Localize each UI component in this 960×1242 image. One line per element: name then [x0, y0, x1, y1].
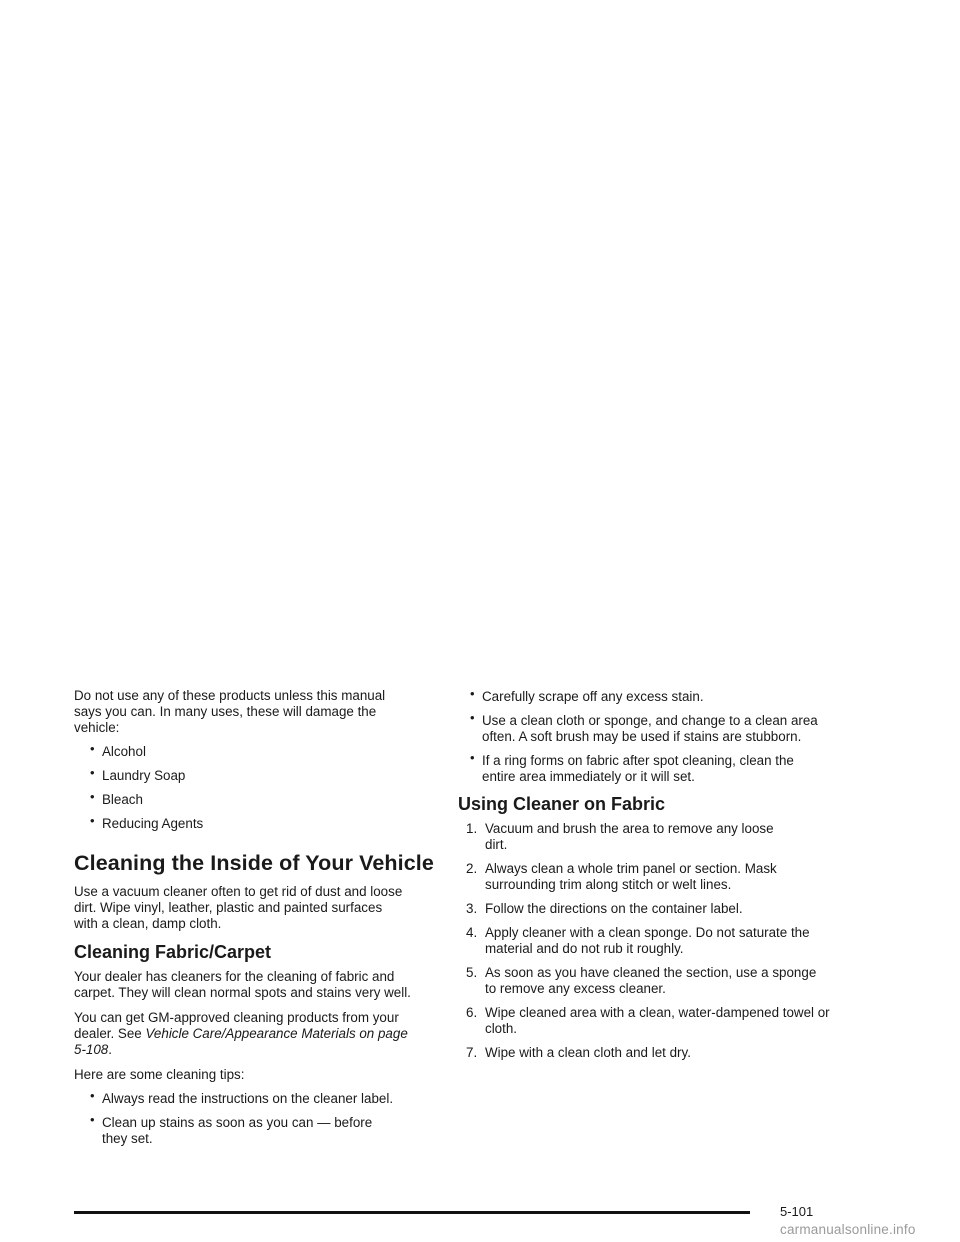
list-item: 1. Vacuum and brush the area to remove any loose dirt.	[466, 821, 774, 852]
list-item: 7. Wipe with a clean cloth and let dry.	[466, 1045, 691, 1060]
page-number: 5-101	[780, 1204, 814, 1219]
tips-list	[74, 1088, 434, 1147]
list-item: 5. As soon as you have cleaned the section, use a sponge to remove any excess cleaner.	[466, 965, 817, 996]
list-item: • Laundry Soap	[90, 765, 186, 783]
gm-paragraph: You can get GM-approved cleaning products from your dealer. See Vehicle Care/Appearance Materials on page 5-108.	[74, 1010, 408, 1057]
bullet-icon: •	[470, 750, 475, 765]
list-item: • Carefully scrape off any excess stain.	[470, 686, 704, 704]
list-item: 2. Always clean a whole trim panel or section. Mask surrounding trim along stitch or welt lines.	[466, 861, 777, 892]
list-item: • Use a clean cloth or sponge, and change to a clean area often. A soft brush may be used if stains are stubborn.	[470, 710, 818, 744]
bullet-icon: •	[90, 765, 95, 780]
intro-paragraph: Do not use any of these products unless this manual says you can. In many uses, these will damage the vehicle:	[74, 688, 386, 735]
bullet-icon: •	[470, 710, 475, 725]
footer-rule	[74, 1211, 750, 1214]
bullet-icon: •	[90, 813, 95, 828]
tips-list-continued	[458, 686, 828, 785]
products-list	[74, 741, 434, 832]
heading-cleaning-inside: Cleaning the Inside of Your Vehicle	[74, 851, 434, 875]
fabric-paragraph: Your dealer has cleaners for the cleaning of fabric and carpet. They will clean normal spots and stains very well.	[74, 969, 411, 1000]
right-column	[458, 681, 828, 1069]
vehicle-care-link[interactable]: Vehicle Care/Appearance Materials on page 5-108	[74, 1026, 408, 1057]
list-item: • Always read the instructions on the cleaner label.	[90, 1088, 394, 1106]
bullet-icon: •	[90, 1112, 95, 1127]
left-column	[74, 688, 434, 1147]
list-item: • Bleach	[90, 789, 143, 807]
bullet-icon: •	[90, 1088, 95, 1103]
list-item: • If a ring forms on fabric after spot cleaning, clean the entire area immediately or it will set.	[470, 750, 794, 784]
bullet-icon: •	[90, 789, 95, 804]
list-item: 4. Apply cleaner with a clean sponge. Do not saturate the material and do not rub it roughly.	[466, 925, 810, 956]
bullet-icon: •	[470, 686, 475, 701]
bullet-icon: •	[90, 741, 95, 756]
inside-paragraph: Use a vacuum cleaner often to get rid of dust and loose dirt. Wipe vinyl, leather, plastic and painted surfaces with a clean, damp cloth.	[74, 884, 403, 931]
list-item: 3. Follow the directions on the container label.	[466, 901, 743, 916]
list-item: • Reducing Agents	[90, 813, 204, 831]
list-item: 6. Wipe cleaned area with a clean, water-dampened towel or cloth.	[466, 1005, 830, 1036]
heading-cleaning-fabric: Cleaning Fabric/Carpet	[74, 942, 272, 962]
steps-list	[458, 821, 828, 1061]
list-item: • Clean up stains as soon as you can — before they set.	[90, 1112, 373, 1146]
tips-intro: Here are some cleaning tips:	[74, 1067, 245, 1082]
heading-using-cleaner: Using Cleaner on Fabric	[458, 794, 666, 814]
list-item: • Alcohol	[90, 741, 146, 759]
watermark: carmanualsonline.info	[780, 1222, 916, 1237]
